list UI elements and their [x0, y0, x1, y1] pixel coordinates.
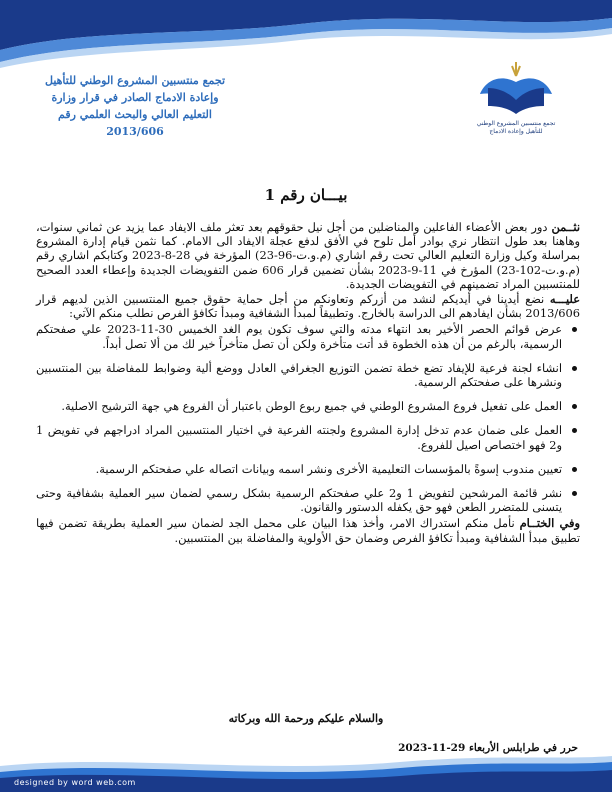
organization-header — [30, 72, 240, 140]
statement-title: بيـــان رقم 1 — [264, 186, 348, 204]
date-place-signature: حرر في طرابلس الأربعاء 29-11-2023 — [398, 742, 578, 754]
open-book-wings-icon — [466, 56, 566, 120]
header-line4: 2013/606 — [106, 125, 164, 138]
list-item: عرض قوائم الحصر الأخير بعد انتهاء مدته والتي سوف تكون يوم الغد الخميس 30-11-2023 علي صفحتكم الرسمية، بالرغم من أن هذه الخطوة قد أتت متأخرة ولكن أن تصل متأخراً خير لك من ألا تصل أبداً. — [36, 322, 562, 351]
logo-text-line1: تجمع منتسبين المشروع الوطني — [476, 120, 556, 127]
paragraph-lead: عليـــه — [549, 292, 580, 307]
paragraph-text: نأمل منكم استدراك الامر، وأخذ هذا البيان على محمل الجد لضمان سير العملية بطريقة تضمن فيها تطبيق مبدأ الشفافية ومبدأ تكافؤ الفرص وضمان حق الأولوية والمفاضلة بين المنتسبين. — [36, 516, 580, 545]
closing-greeting: والسلام عليكم ورحمة الله وبركاته — [228, 712, 384, 725]
list-item: نشر قائمة المرشحين لتفويض 1 و2 علي صفحتكم الرسمية بشكل رسمي لضمان سير العملية بشفافية وحتى يتسنى للمتضرر الطعن فهو حق يكفله الدستور والقانون. — [36, 486, 562, 515]
header-line3: التعليم العالي والبحث العلمي رقم — [58, 108, 212, 121]
paragraph-appreciation — [36, 220, 580, 291]
statement-body — [36, 220, 580, 546]
list-item: العمل على تفعيل فروع المشروع الوطني في جميع ربوع الوطن باعتبار أن الفروع هي جهة الترشيح الاصلية. — [36, 399, 562, 413]
logo-text-line2: للتأهيل وإعادة الادماج — [489, 128, 543, 135]
list-item: انشاء لجنة فرعية للإيفاد تضع خطة تضمن التوزيع الجغرافي العادل ووضع ألية وضوابط للمفاضلة بين المنتسبين ونشرها على صفحتكم الرسمية. — [36, 360, 562, 390]
list-item: العمل على ضمان عدم تدخل إدارة المشروع ولجنته الفرعية في اختيار المنتسبين المراد ادراجهم في تفويض 1 و2 فهو اختصاص اصيل للفروع. — [36, 423, 562, 452]
paragraph-conclusion — [36, 516, 580, 544]
header-line2: وإعادة الادماج الصادر في قرار وزارة — [51, 91, 219, 104]
paragraph-request — [36, 292, 580, 320]
list-item: تعيين مندوب إسوةً بالمؤسسات التعليمية الأخرى ونشر اسمه وبيانات اتصاله علي صفحتكم الرسمية. — [36, 462, 562, 476]
demands-list — [36, 322, 580, 514]
header-line1: تجمع منتسبين المشروع الوطني للتأهيل — [44, 74, 226, 87]
organization-logo — [466, 56, 566, 156]
footer-credit: designed by word web.com — [14, 778, 136, 787]
paragraph-lead: وفي الختــام — [519, 516, 580, 531]
paragraph-lead: نثــمن — [551, 220, 580, 234]
paragraph-text: دور بعض الأعضاء الفاعلين والمناضلين من أجل نيل حقوقهم بعد تعثر ملف الايفاد عما يزيد عن ثماني سنوات، وهاهنا بعد طول انتظار نري بوادر أمل تلوح في الأفق لدفع عجلة الايفاد الى الامام. كما نثمن قيام إدارة المشروع بمراسلة وكيل وزارة التعليم العالي تحت رقم اشاري (م.و.ت-96-23) المؤرخة في 28-8-2023 وكتابكم اشاري رقم (م.و.ت-102-23) المؤرخ في 11-9-2023 بشأن تضمين قرار 606 ضمن التفويضات الجديدة وإعطاء العدد الصحيح للمنتسبين المراد تضمينهم في التفويضات الجديدة. — [36, 220, 580, 291]
paragraph-text: نضع أيدينا في أيديكم لنشد من أزركم وتعاونكم من أجل حماية حقوق جميع المنتسبين الذين لديهم قرار 2013/606 بشأن ايفادهم الى الدراسة بالخارج. وتطبيقاً لمبدأ الشفافية ومبدأ تكافؤ الفرص نطلب منكم الآتي: — [36, 292, 580, 321]
